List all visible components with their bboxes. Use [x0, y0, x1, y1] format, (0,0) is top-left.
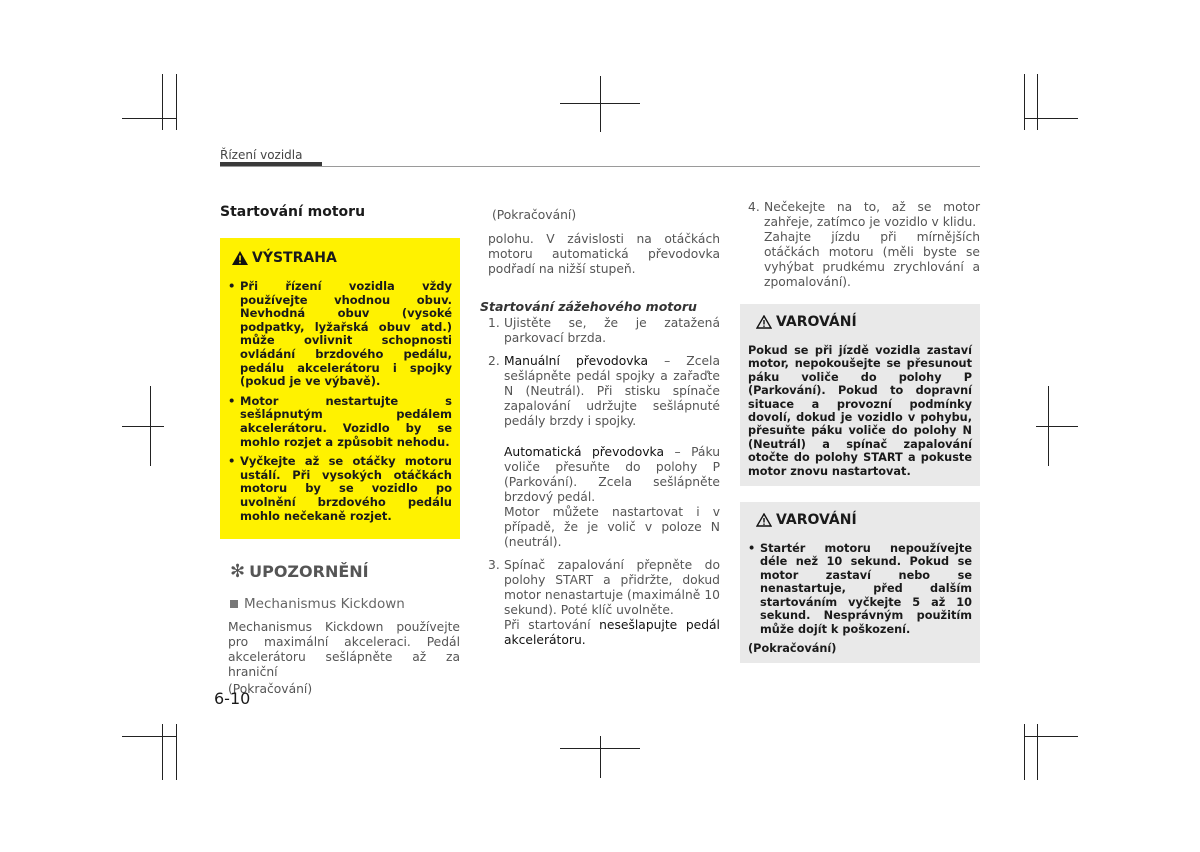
- warning-triangle-icon: [232, 251, 248, 265]
- warning-triangle-icon: [756, 513, 772, 527]
- caution-subheading: [230, 596, 460, 612]
- caution-title-text: UPOZORNĚNÍ: [249, 562, 369, 582]
- steps-list: [480, 316, 720, 648]
- section-title: Startování motoru: [220, 204, 366, 220]
- auto-note: Motor můžete nastartovat i v případě, že je volič v poloze N (neutrál).: [504, 505, 720, 549]
- list-item: 2. Manuální převodovka – Zcela sešlápněte pedál spojky a zařaďte N (Neutrál). Při stisku spínače zapalování udržujte sešlápnuté pedály brzdy i spojky. Automatická převodovka – Páku voliče přesuňte do polohy P (Parkování). Zcela sešlápněte brzdový pedál. Motor můžete nastartovat i v případě, že je volič v poloze N (neutrál).: [488, 354, 720, 549]
- asterisk-icon: ✻: [230, 561, 246, 583]
- emphasis-text: nesešlapujte pedál akcelerátoru.: [504, 618, 720, 647]
- intro-text: polohu. V závislosti na otáčkách motoru automatická převodovka podřadí na nižší stupeň.: [488, 232, 720, 276]
- notice-box: [740, 304, 980, 486]
- list-item: 4. Nečekejte na to, až se motor zahřeje, zatímco je vozidlo v klidu. Zahajte jízdu při mírnějších otáčkách motoru (měli byste se vyhýbat prudkému zrychlování a zpomalování).: [748, 200, 980, 289]
- notice-title: VAROVÁNÍ: [756, 512, 972, 528]
- warning-box: [220, 238, 460, 539]
- continued-note: (Pokračování): [228, 682, 313, 697]
- notice-box: [740, 502, 980, 663]
- list-item: 1. Ujistěte se, že je zatažená parkovací brzda.: [488, 316, 720, 345]
- warning-title-text: VÝSTRAHA: [252, 250, 337, 266]
- notice-text: Pokud se při jízdě vozidla zastaví motor, nepokoušejte se přesunout páku voliče do polohy P (Parkování). Pokud to dopravní situace a provozní podmínky dovolí, dokud je vozidlo v pohybu, přesuňte páku voliče do polohy N (Neutrál) a spínač zapalování otočte do polohy START a pokuste motor znovu nastartovat.: [748, 344, 972, 478]
- warning-title: [232, 250, 452, 266]
- warning-triangle-icon: [756, 315, 772, 329]
- caution-text: Mechanismus Kickdown používejte pro maximální akceleraci. Pedál akcelerátoru sešlápněte až za hraniční: [228, 620, 460, 680]
- notice-title: VAROVÁNÍ: [756, 314, 972, 330]
- caution-subheading-text: Mechanismus Kickdown: [244, 596, 405, 613]
- column-middle: [480, 208, 720, 656]
- continued-note: (Pokračování): [748, 641, 837, 655]
- list-item: 3. Spínač zapalování přepněte do polohy START a přidržte, dokud motor nenastartuje (maximálně 10 sekund). Poté klíč uvolněte. Při startování nesešlapujte pedál akcelerátoru.: [488, 558, 720, 647]
- warning-list: [228, 280, 452, 523]
- list-item: • Motor nestartujte s sešlápnutým pedálem akcelerátoru. Vozidlo by se mohlo rozjet a způsobit nehodu.: [228, 395, 452, 449]
- column-left: [220, 200, 460, 697]
- caution-title: [230, 561, 460, 582]
- list-item: • Při řízení vozidla vždy používejte vhodnou obuv. Nevhodná obuv (vysoké podpatky, lyžařská obuv atd.) může ovlivnit schopnosti ovládání brzdového pedálu, pedálu akcelerátoru i spojky (pokud je ve výbavě).: [228, 280, 452, 389]
- header-rule: [220, 166, 980, 167]
- list-item: • Startér motoru nepoužívejte déle než 10 sekund. Pokud se motor zastaví nebo se nenastartuje, před dalším startováním vyčkejte 5 až 10 sekund. Nesprávným použitím může dojít k poškození.: [748, 542, 972, 636]
- running-header: Řízení vozidla: [220, 148, 303, 162]
- page-number: 6-10: [214, 689, 251, 708]
- subsection-title: Startování zážehového motoru: [480, 299, 697, 314]
- automatic-transmission-label: Automatická převodovka: [504, 445, 664, 459]
- column-right: [740, 200, 980, 663]
- notice-list: [748, 542, 972, 636]
- square-bullet-icon: [230, 600, 238, 608]
- manual-transmission-label: Manuální převodovka: [504, 354, 648, 368]
- list-item: • Vyčkejte až se otáčky motoru ustálí. Při vysokých otáčkách motoru by se vozidlo po uvolnění brzdového pedálu mohlo nečekaně rozjet.: [228, 455, 452, 523]
- continued-note: (Pokračování): [492, 208, 577, 222]
- steps-list: [740, 200, 980, 290]
